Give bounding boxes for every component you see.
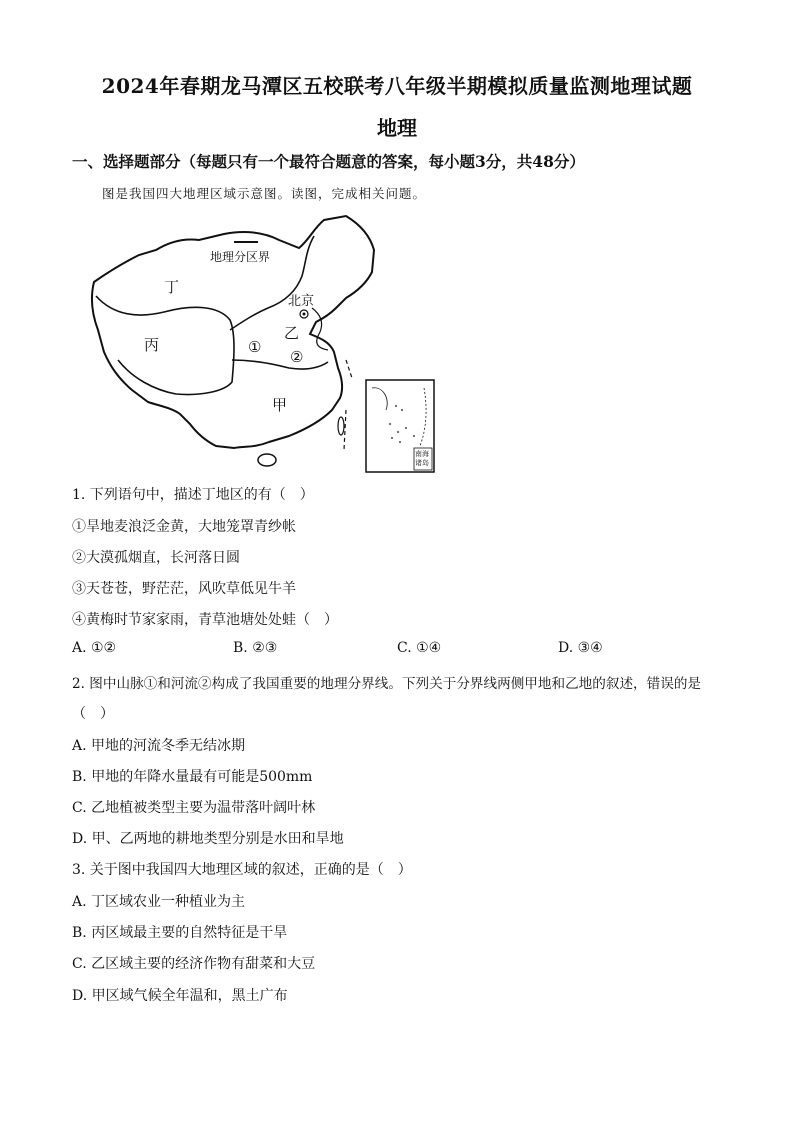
question-2-option-b[interactable]: B. 甲地的年降水量最有可能是500mm <box>72 769 313 785</box>
question-1-stem: 1. 下列语句中，描述丁地区的有（ ） <box>72 487 314 503</box>
page-subtitle: 地理 <box>377 116 417 140</box>
inset-label: 南海诸岛 <box>415 450 429 467</box>
question-3-option-d[interactable]: D. 甲区域气候全年温和，黑土广布 <box>72 988 288 1004</box>
boundary-bing <box>96 296 234 395</box>
figure-intro: 图是我国四大地理区域示意图。读图，完成相关问题。 <box>102 186 427 201</box>
section-heading: 一、选择题部分（每题只有一个最符合题意的答案，每小题3分，共48分） <box>72 152 585 171</box>
mountain-mark-1: ① <box>248 338 262 356</box>
china-regions-map <box>84 210 444 480</box>
question-2-option-c[interactable]: C. 乙地植被类型主要为温带落叶阔叶林 <box>72 800 316 816</box>
question-2-stem-cont: （ ） <box>72 706 114 722</box>
region-jia-label: 甲 <box>272 396 288 414</box>
question-3-option-a[interactable]: A. 丁区域农业一种植业为主 <box>72 894 246 910</box>
region-yi-label: 乙 <box>284 324 300 342</box>
legend-label: 地理分区界 <box>210 250 271 264</box>
question-1-item-2: ②大漠孤烟直，长河落日圆 <box>72 550 240 566</box>
question-1-item-4: ④黄梅时节家家雨，青草池塘处处蛙（ ） <box>72 612 338 628</box>
question-3-option-b[interactable]: B. 丙区域最主要的自然特征是干旱 <box>72 925 288 941</box>
bohai-coast <box>312 308 328 350</box>
hainan-island <box>258 454 276 466</box>
page-title: 2024年春期龙马潭区五校联考八年级半期模拟质量监测地理试题 <box>101 74 693 98</box>
question-2-stem: 2. 图中山脉①和河流②构成了我国重要的地理分界线。下列关于分界线两侧甲地和乙地的叙述，错误的是 <box>72 676 702 692</box>
beijing-label: 北京 <box>288 294 315 309</box>
question-2-option-a[interactable]: A. 甲地的河流冬季无结冰期 <box>72 738 246 754</box>
boundary-qinling-huaihe <box>232 360 328 369</box>
question-2-option-d[interactable]: D. 甲、乙两地的耕地类型分别是水田和旱地 <box>72 831 344 847</box>
question-1-option-c[interactable]: C. ①④ <box>397 640 442 656</box>
question-1-option-a[interactable]: A. ①② <box>72 640 117 656</box>
question-1-item-3: ③天苍苍，野茫茫，风吹草低见牛羊 <box>72 581 296 597</box>
question-1-option-b[interactable]: B. ②③ <box>233 640 278 656</box>
taiwan-island <box>338 417 344 435</box>
river-mark-2: ② <box>290 348 304 366</box>
question-1-item-1: ①旱地麦浪泛金黄，大地笼罩青纱帐 <box>72 519 296 535</box>
question-3-option-c[interactable]: C. 乙区域主要的经济作物有甜菜和大豆 <box>72 956 316 972</box>
question-1-option-d[interactable]: D. ③④ <box>558 640 603 656</box>
question-3-stem: 3. 关于图中我国四大地理区域的叙述，正确的是（ ） <box>72 862 412 878</box>
region-ding-label: 丁 <box>164 278 180 296</box>
region-bing-label: 丙 <box>144 336 160 354</box>
